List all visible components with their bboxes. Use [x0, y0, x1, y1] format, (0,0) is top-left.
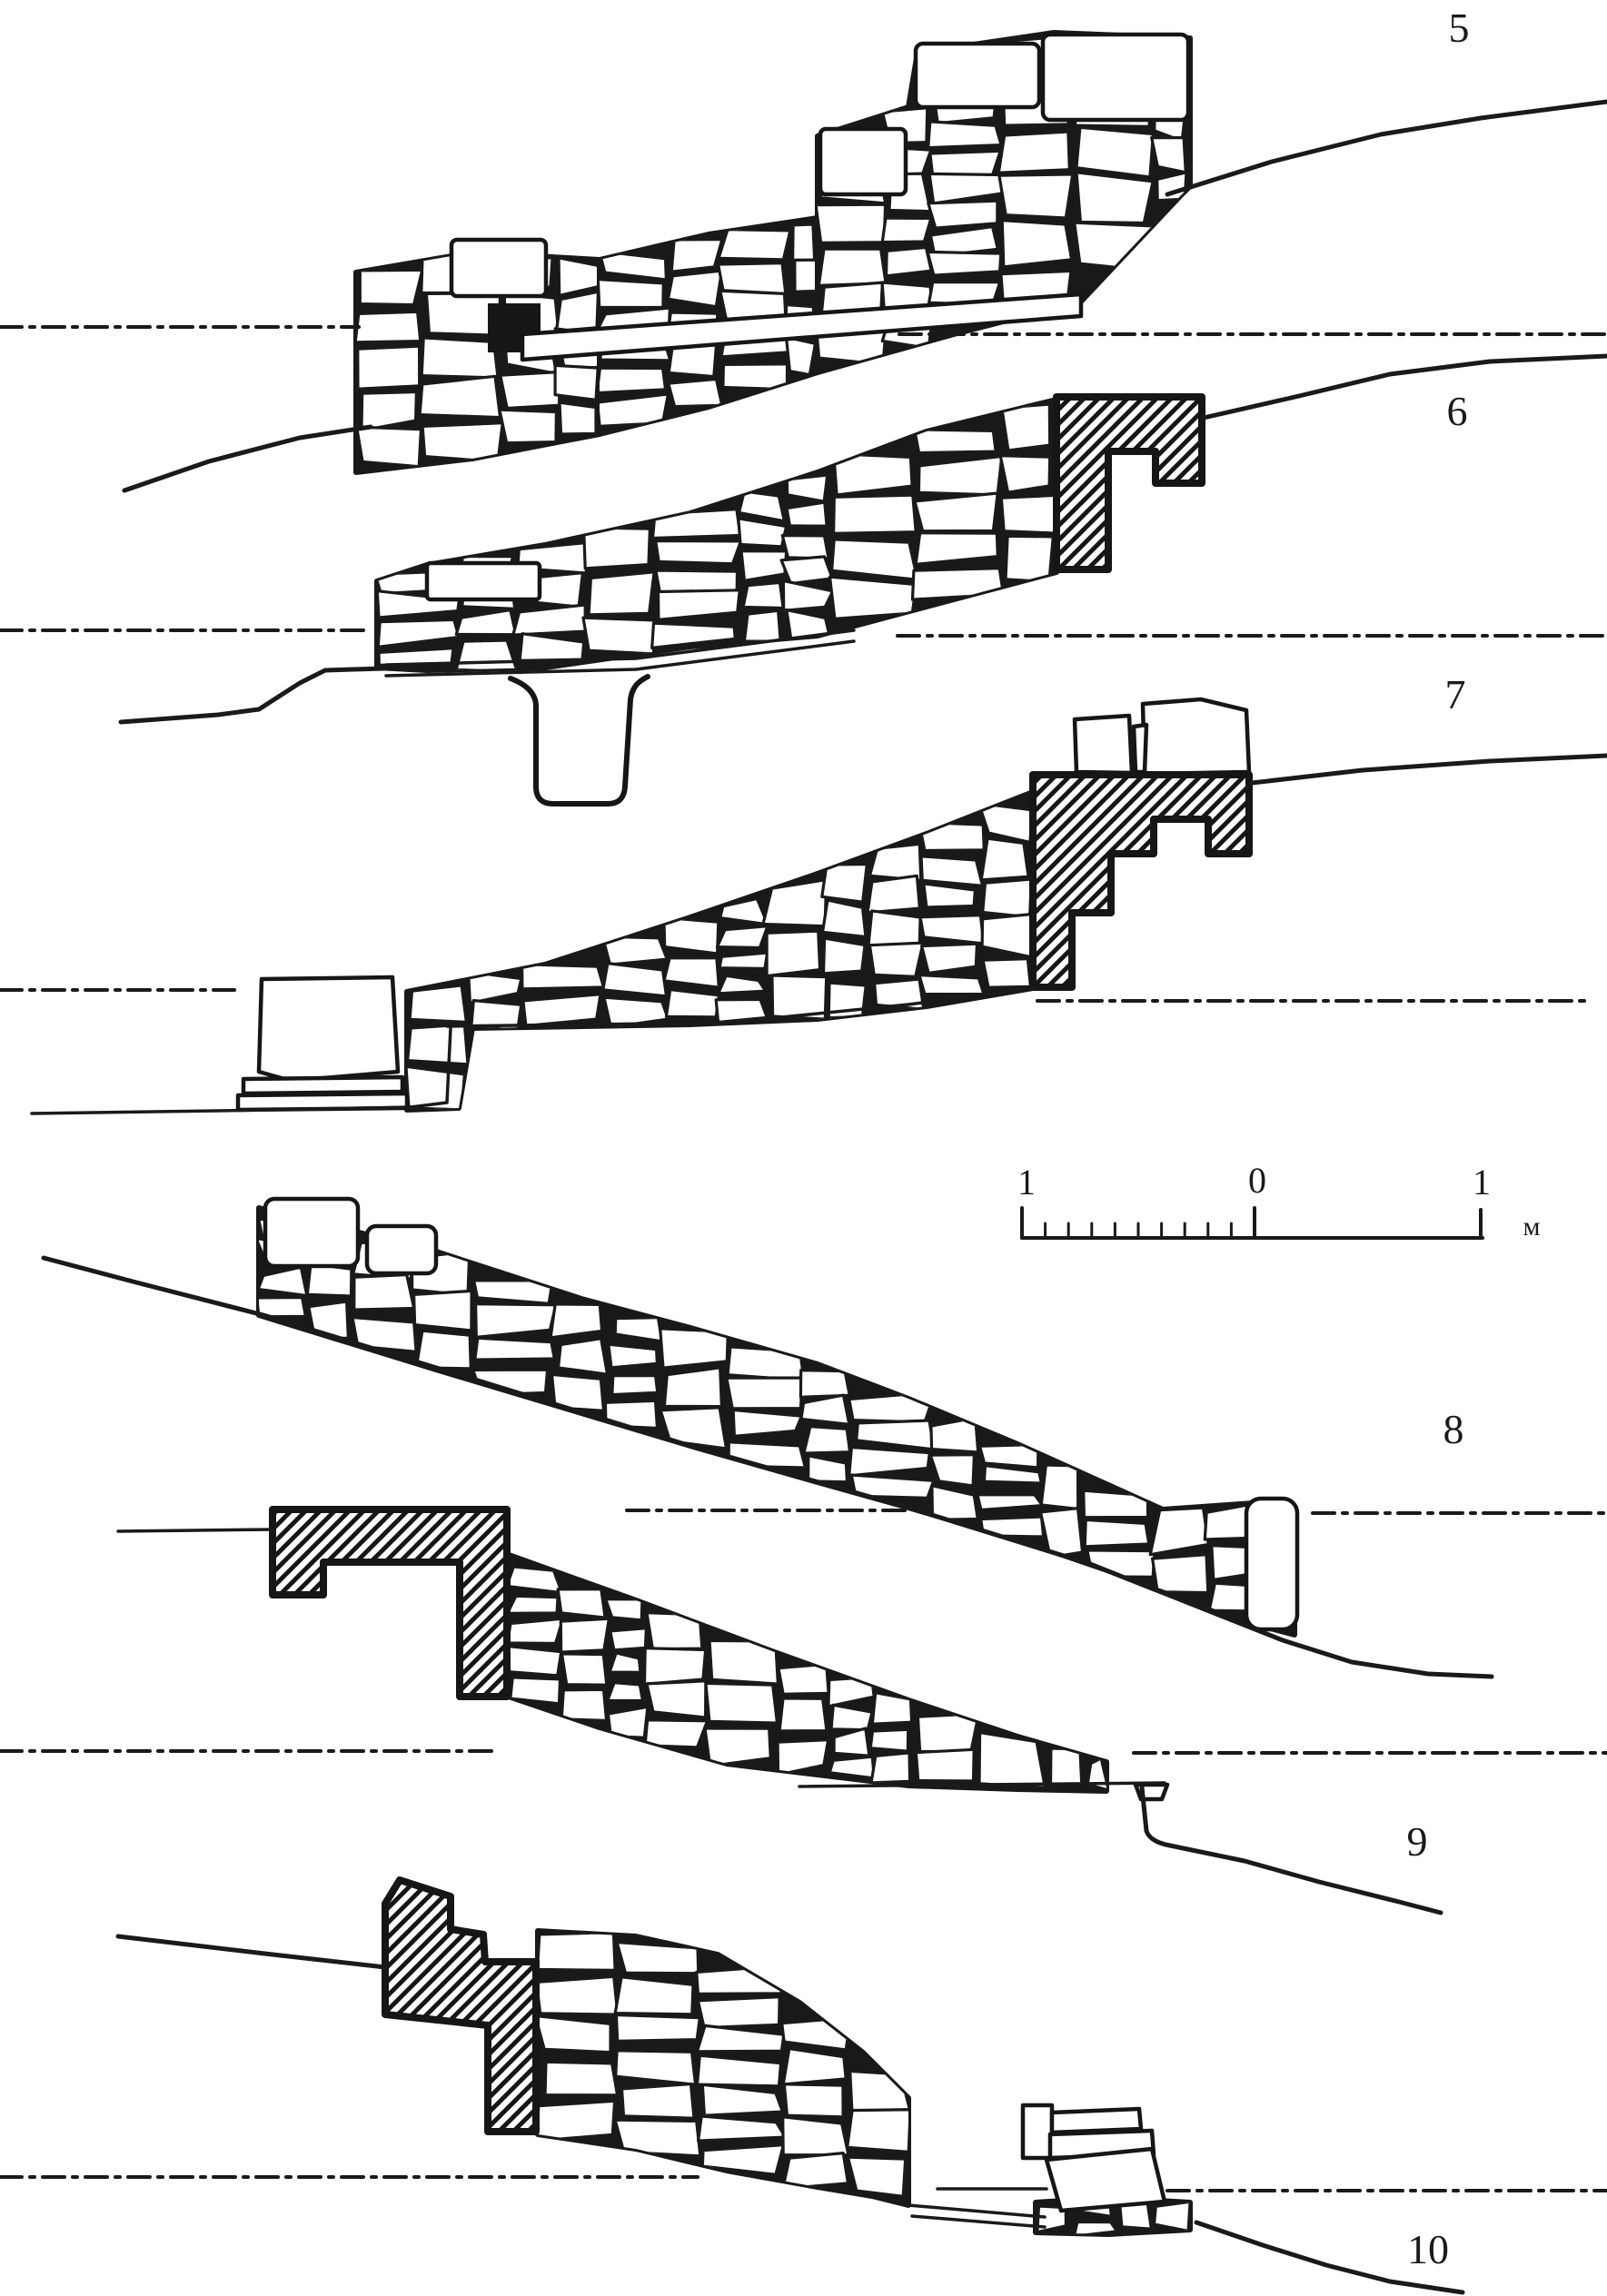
- boulder: [1143, 699, 1249, 774]
- terrain-line: [1167, 102, 1607, 194]
- section-label-10: 10: [1407, 2226, 1449, 2272]
- section-5: [0, 5, 1607, 490]
- hatched-masonry: [273, 1509, 507, 1697]
- ground-line: [118, 1529, 273, 1531]
- scale-label-right: 1: [1473, 1162, 1491, 1202]
- floor-line: [912, 2216, 1045, 2227]
- section-6: [0, 356, 1607, 804]
- floor-line: [799, 1783, 1165, 1786]
- scale-subticks: [1046, 1223, 1232, 1238]
- section-8: [44, 1199, 1607, 1677]
- scale-bar: [1017, 1160, 1541, 1242]
- section-label-7: 7: [1444, 671, 1466, 718]
- terrain-line: [1142, 1787, 1441, 1913]
- pit-outline: [511, 677, 648, 804]
- terrain-line: [1252, 756, 1607, 783]
- pillar-slab: [1052, 2109, 1141, 2133]
- large-stone-block: [259, 977, 398, 1081]
- terrain-line: [118, 1936, 385, 1967]
- pillar-stone: [1023, 2105, 1052, 2158]
- scale-label-left: 1: [1017, 1162, 1036, 1202]
- wall-band: [507, 1555, 1109, 1791]
- section-7: [0, 671, 1607, 1113]
- large-stone-block: [820, 129, 906, 194]
- pillar-boulder: [1047, 2149, 1165, 2211]
- large-stone-block: [367, 1226, 436, 1273]
- section-9: [0, 1509, 1607, 1913]
- boulder: [1134, 725, 1146, 772]
- terrain-line: [121, 668, 385, 722]
- wall-band: [535, 1931, 910, 2205]
- floor-line: [908, 2205, 1045, 2217]
- scale-label-zero: 0: [1248, 1160, 1266, 1201]
- stone-slab: [243, 1077, 402, 1094]
- section-label-5: 5: [1448, 5, 1470, 51]
- section-label-9: 9: [1406, 1818, 1428, 1865]
- large-stone-block: [916, 44, 1039, 107]
- section-10: [0, 1880, 1607, 2292]
- section-label-8: 8: [1443, 1406, 1464, 1452]
- hatched-masonry: [1056, 397, 1202, 569]
- terrain-line: [124, 427, 371, 490]
- boulder: [1075, 716, 1132, 773]
- large-stone-block: [1246, 1499, 1297, 1629]
- large-stone-block: [451, 240, 546, 296]
- hatched-masonry: [1033, 775, 1249, 987]
- scale-unit-label: м: [1523, 1212, 1541, 1242]
- wall-band: [406, 792, 1033, 1110]
- large-stone-block: [265, 1199, 358, 1266]
- terrain-line: [1204, 356, 1607, 418]
- large-stone-block: [1043, 35, 1188, 120]
- large-stone-block: [427, 563, 540, 599]
- hatched-masonry: [385, 1880, 536, 2132]
- section-label-6: 6: [1446, 388, 1468, 434]
